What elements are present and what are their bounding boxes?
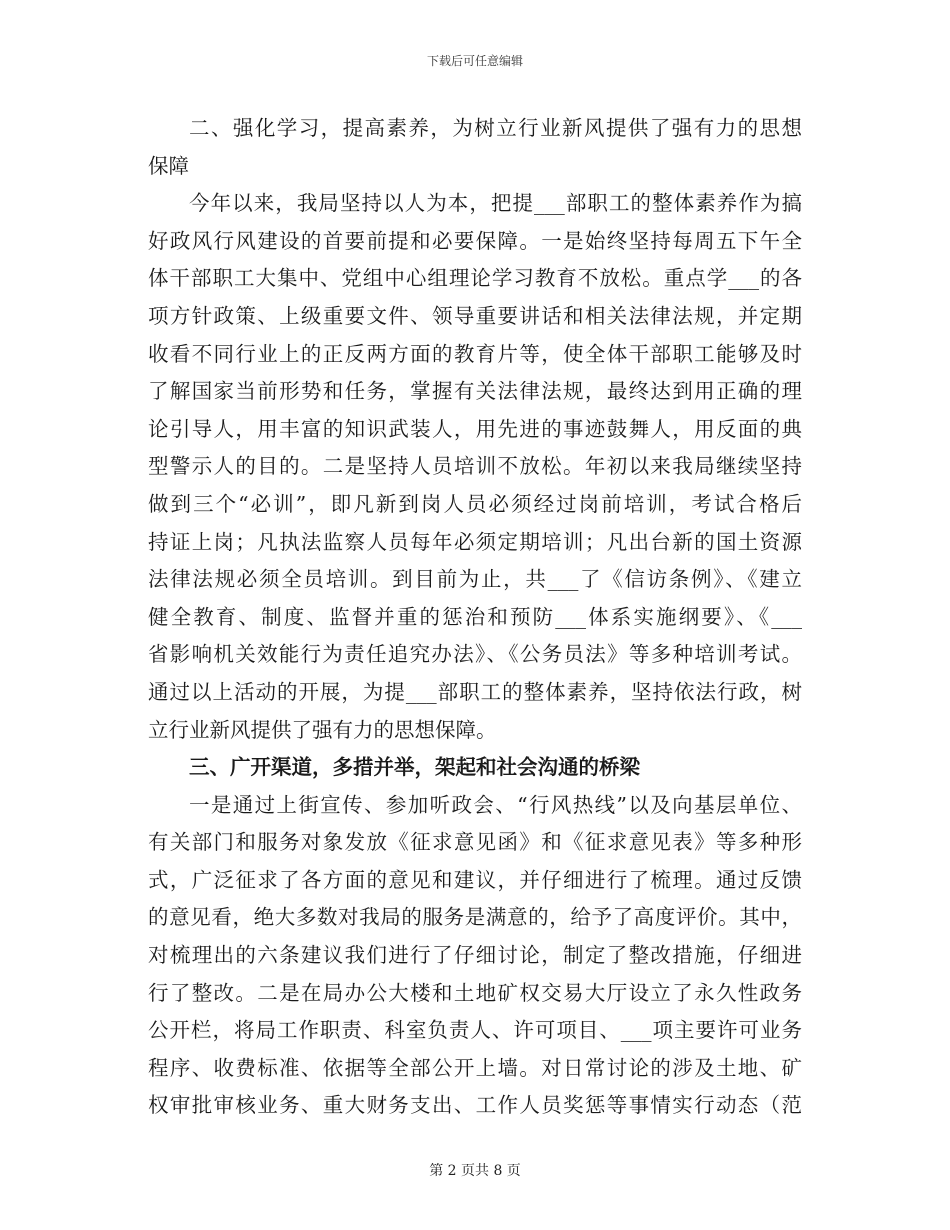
document-body bbox=[148, 110, 802, 1125]
paragraph-line: 今年以来，我局坚持以人为本，把提___部职工的整体素养作为搞 bbox=[189, 191, 802, 216]
paragraph-line: 程序、收费标准、依据等全部公开上墙。对日常讨论的涉及土地、矿 bbox=[148, 1055, 802, 1080]
paragraph-line: 对梳理出的六条建议我们进行了仔细讨论，制定了整改措施，仔细进 bbox=[148, 943, 802, 968]
paragraph-line: 立行业新风提供了强有力的思想保障。 bbox=[148, 717, 497, 742]
paragraph-line: 一是通过上街宣传、参加听政会、“行风热线”以及向基层单位、 bbox=[189, 792, 802, 817]
paragraph-line: 型警示人的目的。二是坚持人员培训不放松。年初以来我局继续坚持 bbox=[148, 454, 802, 479]
paragraph-line: 项方针政策、上级重要文件、领导重要讲话和相关法律法规，并定期 bbox=[148, 303, 802, 328]
paragraph-line: 了解国家当前形势和任务，掌握有关法律法规，最终达到用正确的理 bbox=[148, 379, 802, 404]
paragraph-line: 公开栏，将局工作职责、科室负责人、许可项目、___项主要许可业务 bbox=[148, 1018, 802, 1043]
paragraph-line: 有关部门和服务对象发放《征求意见函》和《征求意见表》等多种形 bbox=[148, 830, 802, 855]
section-heading: 三、广开渠道，多措并举，架起和社会沟通的桥梁 bbox=[189, 755, 640, 780]
paragraph-line: 的意见看，绝大多数对我局的服务是满意的，给予了高度评价。其中， bbox=[148, 905, 802, 930]
paragraph-line: 健全教育、制度、监督并重的惩治和预防___体系实施纲要》、《___ bbox=[148, 604, 802, 629]
paragraph-line: 体干部职工大集中、党组中心组理论学习教育不放松。重点学___的各 bbox=[148, 266, 802, 291]
paragraph-line: 持证上岗；凡执法监察人员每年必须定期培训；凡出台新的国土资源 bbox=[148, 529, 802, 554]
paragraph-line: 权审批审核业务、重大财务支出、工作人员奖惩等事情实行动态（范 bbox=[148, 1093, 802, 1118]
paragraph-line: 法律法规必须全员培训。到目前为止，共___了《信访条例》、《建立 bbox=[148, 567, 802, 592]
paragraph-line: 行了整改。二是在局办公大楼和土地矿权交易大厅设立了永久性政务 bbox=[148, 980, 802, 1005]
paragraph-line: 收看不同行业上的正反两方面的教育片等，使全体干部职工能够及时 bbox=[148, 341, 802, 366]
paragraph-line: 好政风行风建设的首要前提和必要保障。一是始终坚持每周五下午全 bbox=[148, 228, 802, 253]
paragraph-line: 通过以上活动的开展，为提___部职工的整体素养，坚持依法行政，树 bbox=[148, 679, 802, 704]
paragraph-line: 论引导人，用丰富的知识武装人，用先进的事迹鼓舞人，用反面的典 bbox=[148, 416, 802, 441]
paragraph-line: 省影响机关效能行为责任追究办法》、《公务员法》等多种培训考试。 bbox=[148, 642, 802, 667]
page-number: 第 2 页共 8 页 bbox=[429, 1163, 521, 1179]
page-header: 下载后可任意编辑 bbox=[426, 54, 523, 68]
paragraph-line: 式，广泛征求了各方面的意见和建议，并仔细进行了梳理。通过反馈 bbox=[148, 867, 802, 892]
heading-line: 保障 bbox=[148, 153, 189, 178]
paragraph-line: 做到三个“必训”，即凡新到岗人员必须经过岗前培训，考试合格后 bbox=[148, 491, 802, 516]
heading-line: 二、强化学习，提高素养，为树立行业新风提供了强有力的思想 bbox=[189, 116, 802, 140]
